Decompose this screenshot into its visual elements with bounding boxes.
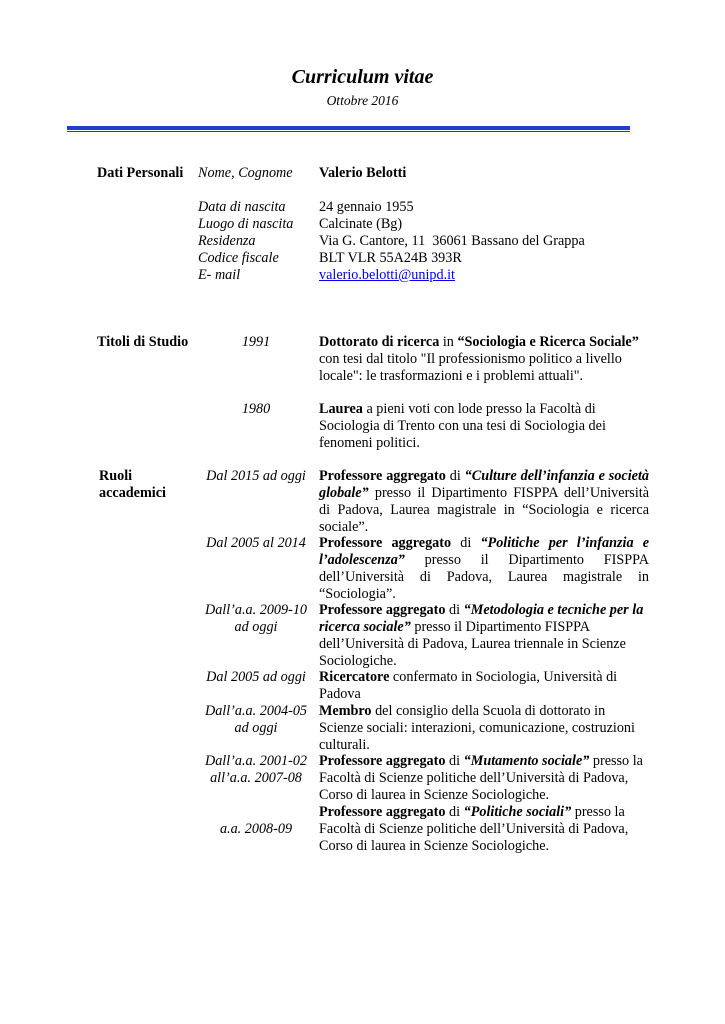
role-entry [319, 602, 649, 670]
period-line: Dall’a.a. 2001-02 [204, 753, 308, 769]
entry-text: presso la Facoltà di Scienze politiche dell’Università di Padova, Corso di laurea in Scienze Sociologiche. [319, 753, 643, 803]
entry-text: di [451, 535, 481, 551]
role-entry [319, 669, 649, 703]
entry-text: di [445, 602, 464, 618]
role-period: Dal 2005 ad oggi [206, 669, 306, 685]
birth-date-value: 24 gennaio 1955 [319, 199, 414, 215]
role-title: Professore aggregato [319, 535, 452, 551]
section-title-roles [99, 468, 195, 502]
entry-text: del consiglio della Scuola di dottorato in Scienze sociali: interazioni, comunicazione, costruzioni culturali. [319, 703, 635, 753]
name-label: Nome, Cognome [198, 165, 293, 181]
role-entry [319, 703, 649, 754]
role-period [196, 703, 316, 737]
birth-place-value: Calcinate (Bg) [319, 216, 403, 232]
page-title: Curriculum vitae [291, 66, 434, 88]
role-title: Membro [319, 703, 372, 719]
section-title-line: accademici [99, 485, 166, 501]
entry-text: confermato in Sociologia, Università di Padova [319, 669, 618, 702]
period-line: all’a.a. 2007-08 [210, 770, 302, 786]
entry-text: presso la Facoltà di Scienze politiche dell’Università di Padova, Corso di laurea in Scienze Sociologiche. [319, 804, 629, 854]
role-title: Professore aggregato [319, 804, 446, 820]
entry-text: di [445, 804, 464, 820]
period-line: Dall’a.a. 2009-10 [204, 602, 308, 618]
course-title: “Politiche sociali” [463, 804, 572, 820]
role-entry [319, 468, 649, 536]
role-entry [319, 753, 649, 804]
entry-text: di [445, 468, 465, 484]
document-date: Ottobre 2016 [326, 93, 399, 108]
email-link[interactable]: valerio.belotti@unipd.it [319, 267, 456, 283]
period-line: Dall’a.a. 2004-05 [204, 703, 308, 719]
role-title: Professore aggregato [319, 753, 446, 769]
email-label: E- mail [198, 267, 241, 283]
entry-text: presso il Dipartimento FISPPA dell’Università di Padova, Laurea magistrale in “Sociologia”. [319, 552, 649, 602]
entry-text: a pieni voti con lode presso la Facoltà di Sociologia di Trento con una tesi di Sociologia dei fenomeni politici. [319, 401, 606, 451]
role-period [196, 753, 316, 787]
entry-text: in [439, 334, 458, 350]
tax-code-label: Codice fiscale [198, 250, 279, 266]
course-title: “Politiche per l’infanzia e l’adolescenza” [319, 535, 649, 568]
education-entry [319, 334, 649, 385]
role-period: a.a. 2008-09 [219, 821, 293, 837]
course-title: “Culture dell’infanzia e società globale” [319, 468, 649, 501]
section-title-personal: Dati Personali [97, 165, 184, 181]
entry-text: presso il Dipartimento FISPPA dell’Università di Padova, Laurea triennale in Scienze Sociologiche. [319, 619, 626, 669]
section-title-line: Ruoli [99, 468, 133, 484]
entry-text: di [445, 753, 464, 769]
degree-title: Dottorato di ricerca [319, 334, 440, 350]
name-value: Valerio Belotti [319, 165, 407, 181]
education-year: 1980 [241, 401, 271, 417]
role-period: Dal 2005 al 2014 [206, 535, 306, 551]
entry-text: presso il Dipartimento FISPPA dell’Università di Padova, Laurea magistrale in “Sociologia e ricerca sociale”. [319, 485, 649, 535]
education-year: 1991 [241, 334, 271, 350]
degree-subject: “Sociologia e Ricerca Sociale” [457, 334, 639, 350]
entry-text: con tesi dal titolo "Il professionismo politico a livello locale": le trasformazioni e i problemi attuali". [319, 351, 622, 384]
residence-value: Via G. Cantore, 11 36061 Bassano del Grappa [319, 233, 585, 249]
residence-label: Residenza [198, 233, 256, 249]
header-rule-thick [67, 126, 630, 130]
role-title: Professore aggregato [319, 468, 446, 484]
education-entry [319, 401, 649, 452]
period-line: ad oggi [234, 720, 278, 736]
degree-title: Laurea [319, 401, 363, 417]
role-entry [319, 535, 649, 603]
course-title: “Mutamento sociale” [463, 753, 590, 769]
course-title: “Metodologia e tecniche per la ricerca sociale” [319, 602, 644, 635]
tax-code-value: BLT VLR 55A24B 393R [319, 250, 462, 266]
role-period [196, 602, 316, 636]
period-line: ad oggi [234, 619, 278, 635]
birth-date-label: Data di nascita [198, 199, 286, 215]
birth-place-label: Luogo di nascita [198, 216, 294, 232]
role-title: Ricercatore [319, 669, 390, 685]
role-entry [319, 804, 649, 855]
role-title: Professore aggregato [319, 602, 446, 618]
section-title-education: Titoli di Studio [97, 334, 189, 350]
role-period: Dal 2015 ad oggi [206, 468, 306, 484]
header-rule-thin [67, 131, 630, 132]
